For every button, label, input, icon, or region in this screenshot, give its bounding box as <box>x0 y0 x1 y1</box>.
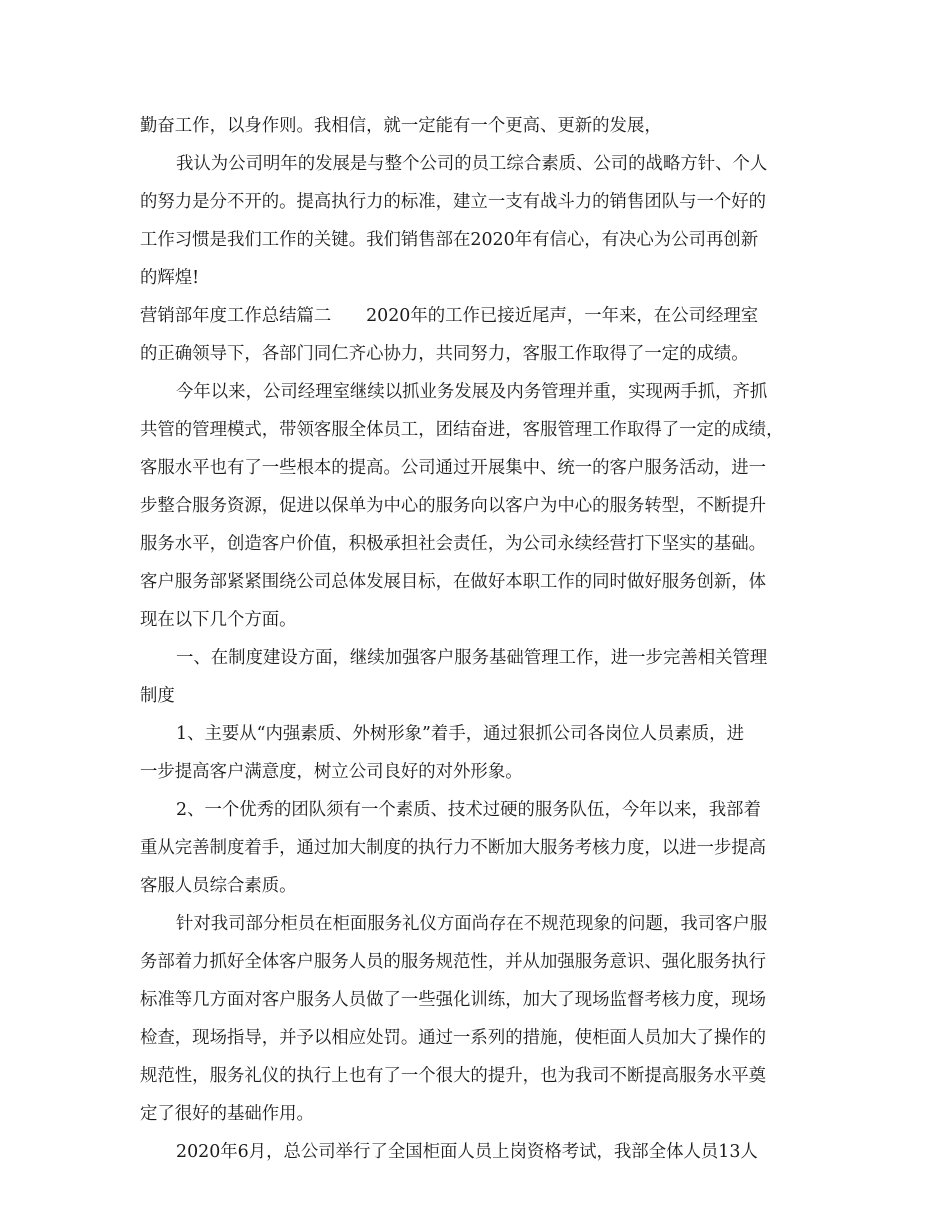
text-line: 服务水平，创造客户价值，积极承担社会责任，为公司永续经营打下坚实的基础。 <box>140 534 767 554</box>
paragraph-start-line: 1、主要从“内强素质、外树形象”着手，通过狠抓公司各岗位人员素质，进 <box>176 724 744 744</box>
text-line: 工作习惯是我们工作的关键。我们销售部在2020年有信心，有决心为公司再创新 <box>140 230 759 250</box>
paragraph-start-line: 一、在制度建设方面，继续加强客户服务基础管理工作，进一步完善相关管理 <box>176 648 768 668</box>
text-line: 的正确领导下，各部门同仁齐心协力，共同努力，客服工作取得了一定的成绩。 <box>140 344 749 364</box>
section-heading-line: 营销部年度工作总结篇二 2020年的工作已接近尾声，一年来，在公司经理室 <box>140 306 759 326</box>
text-line: 勤奋工作，以身作则。我相信，就一定能有一个更高、更新的发展， <box>140 116 662 136</box>
text-line: 定了很好的基础作用。 <box>140 1104 314 1124</box>
text-line: 客户服务部紧紧围绕公司总体发展目标，在做好本职工作的同时做好服务创新，体 <box>140 572 767 592</box>
text-line: 标准等几方面对客户服务人员做了一些强化训练，加大了现场监督考核力度，现场 <box>140 990 767 1010</box>
text-line: 共管的管理模式，带领客服全体员工，团结奋进，客服管理工作取得了一定的成绩， <box>140 420 784 440</box>
text-line: 的努力是分不开的。提高执行力的标准，建立一支有战斗力的销售团队与一个好的 <box>140 192 767 212</box>
paragraph-start-line: 2020年6月，总公司举行了全国柜面人员上岗资格考试，我部全体人员13人 <box>176 1142 758 1162</box>
text-line: 制度 <box>140 686 175 706</box>
text-line: 重从完善制度着手，通过加大制度的执行力不断加大服务考核力度，以进一步提高 <box>140 838 767 858</box>
text-line: 的辉煌! <box>140 268 200 288</box>
paragraph-start-line: 针对我司部分柜员在柜面服务礼仪方面尚存在不规范现象的问题，我司客户服 <box>176 914 768 934</box>
paragraph-start-line: 我认为公司明年的发展是与整个公司的员工综合素质、公司的战略方针、个人 <box>176 154 768 174</box>
paragraph-start-line: 今年以来，公司经理室继续以抓业务发展及内务管理并重，实现两手抓，齐抓 <box>176 382 768 402</box>
text-line: 务部着力抓好全体客户服务人员的服务规范性，并从加强服务意识、强化服务执行 <box>140 952 767 972</box>
text-line: 客服人员综合素质。 <box>140 876 297 896</box>
text-line: 规范性，服务礼仪的执行上也有了一个很大的提升，也为我司不断提高服务水平奠 <box>140 1066 767 1086</box>
text-line: 检查，现场指导，并予以相应处罚。通过一系列的措施，使柜面人员加大了操作的 <box>140 1028 767 1048</box>
text-line: 客服水平也有了一些根本的提高。公司通过开展集中、统一的客户服务活动，进一 <box>140 458 767 478</box>
text-line: 一步提高客户满意度，树立公司良好的对外形象。 <box>140 762 523 782</box>
text-line: 步整合服务资源，促进以保单为中心的服务向以客户为中心的服务转型，不断提升 <box>140 496 767 516</box>
text-line: 现在以下几个方面。 <box>140 610 297 630</box>
paragraph-start-line: 2、一个优秀的团队须有一个素质、技术过硬的服务队伍，今年以来，我部着 <box>176 800 761 820</box>
